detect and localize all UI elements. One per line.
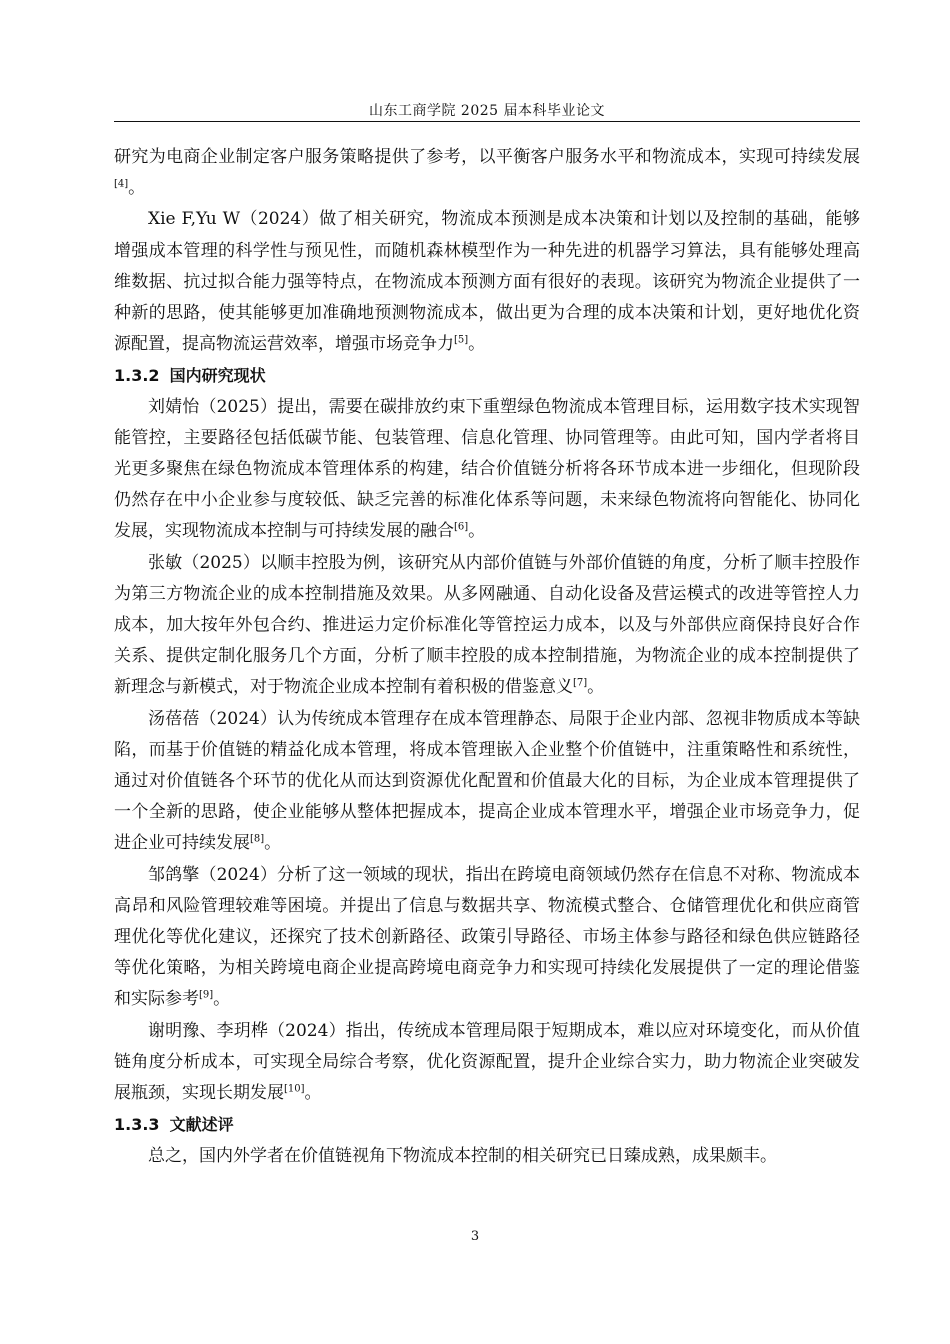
citation: [6]	[454, 521, 469, 533]
paragraph-zhang: 张敏（2025）以顺丰控股为例，该研究从内部价值链与外部价值链的角度，分析了顺丰控股作为第三方物流企业的成本控制措施及效果。从多网融通、自动化设备及营运模式的改进等管控人力成本，加大按年外包合约、推进运力定价标准化等管控运力成本，以及与外部供应商保持良好合作关系、提供定制化服务几个方面，分析了顺丰控股的成本控制措施，为物流企业的成本控制提供了新理念与新模式，对于物流企业成本控制有着积极的借鉴意义[7]。	[114, 552, 860, 698]
paragraph-xie-li: 谢明豫、李玥桦（2024）指出，传统成本管理局限于短期成本，难以应对环境变化，而从价值链角度分析成本，可实现全局综合考察，优化资源配置，提升企业综合实力，助力物流企业突破发展瓶颈，实现长期发展[10]。	[114, 1020, 860, 1104]
page-body	[114, 142, 860, 1172]
citation: [7]	[573, 677, 588, 689]
section-heading-1-3-2	[114, 360, 860, 391]
citation: [9]	[199, 989, 214, 1001]
paragraph-continuation: 研究为电商企业制定客户服务策略提供了参考，以平衡客户服务水平和物流成本，实现可持续发展[4]。	[114, 147, 860, 199]
section-heading-1-3-3	[114, 1109, 860, 1140]
paragraph-liu: 刘婧怡（2025）提出，需要在碳排放约束下重塑绿色物流成本管理目标，运用数字技术实现智能管控，主要路径包括低碳节能、包装管理、信息化管理、协同管理等。由此可知，国内学者将目光更多聚焦在绿色物流成本管理体系的构建，结合价值链分析将各环节成本进一步细化，但现阶段仍然存在中小企业参与度较低、缺乏完善的标准化体系等问题，未来绿色物流将向智能化、协同化发展，实现物流成本控制与可持续发展的融合[6]。	[114, 396, 860, 542]
paragraph-summary: 总之，国内外学者在价值链视角下物流成本控制的相关研究已日臻成熟，成果颇丰。	[148, 1145, 777, 1166]
citation: [8]	[250, 833, 265, 845]
citation: [4]	[114, 178, 129, 190]
citation: [5]	[454, 334, 469, 346]
header-rule	[114, 121, 860, 122]
citation: [10]	[284, 1083, 305, 1095]
paragraph-zou: 邹鸽擎（2024）分析了这一领域的现状，指出在跨境电商领域仍然存在信息不对称、物流成本高昂和风险管理较难等困境。并提出了信息与数据共享、物流模式整合、仓储管理优化和供应商管理优化等优化建议，还探究了技术创新路径、政策引导路径、市场主体参与路径和绿色供应链路径等优化策略，为相关跨境电商企业提高跨境电商竞争力和实现可持续化发展提供了一定的理论借鉴和实际参考[9]。	[114, 864, 860, 1010]
running-header: 山东工商学院 2025 届本科毕业论文	[368, 103, 606, 119]
paragraph-tang: 汤蓓蓓（2024）认为传统成本管理存在成本管理静态、局限于企业内部、忽视非物质成本等缺陷，而基于价值链的精益化成本管理，将成本管理嵌入企业整个价值链中，注重策略性和系统性，通过对价值链各个环节的优化从而达到资源优化配置和价值最大化的目标，为企业成本管理提供了一个全新的思路，使企业能够从整体把握成本，提高企业成本管理水平，增强企业市场竞争力，促进企业可持续发展[8]。	[114, 708, 860, 854]
section-title: 国内研究现状	[169, 366, 266, 386]
section-number: 1.3.2	[114, 366, 160, 386]
section-number: 1.3.3	[114, 1115, 160, 1135]
paragraph-xie: Xie F,Yu W（2024）做了相关研究，物流成本预测是成本决策和计划以及控制的基础，能够增强成本管理的科学性与预见性，而随机森林模型作为一种先进的机器学习算法，具有能够处理高维数据、抗过拟合能力强等特点，在物流成本预测方面有很好的表现。该研究为物流企业提供了一种新的思路，使其能够更加准确地预测物流成本，做出更为合理的成本决策和计划，更好地优化资源配置，提高物流运营效率，增强市场竞争力[5]。	[114, 209, 860, 355]
page-number: 3	[470, 1229, 480, 1244]
section-title: 文献述评	[169, 1115, 234, 1135]
